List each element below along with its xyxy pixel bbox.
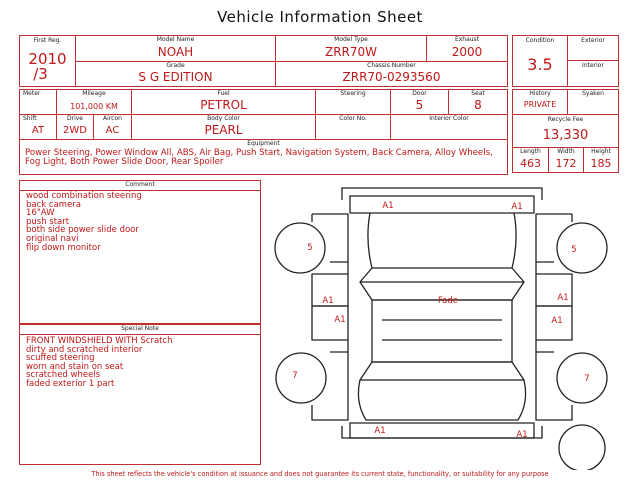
mileage-value: 101,000 KM xyxy=(70,102,118,111)
model-type-label: Model Type xyxy=(334,36,368,43)
width-label: Width xyxy=(557,148,575,155)
hood-outline xyxy=(368,213,516,268)
history-label: History xyxy=(529,90,551,97)
steering-label: Steering xyxy=(340,90,366,97)
grade-cell xyxy=(75,61,276,87)
rear-hatch-outline xyxy=(358,380,525,420)
rear-window-outline xyxy=(360,362,524,380)
fuel-value: PETROL xyxy=(200,98,247,112)
mark-wheel-front-left: 5 xyxy=(307,243,313,253)
chassis-label: Chassis Number xyxy=(367,62,416,69)
equipment-label: Equipment xyxy=(247,140,280,147)
comment-line: back camera xyxy=(26,199,81,210)
model-name-value: NOAH xyxy=(157,45,194,59)
condition-label: Condition xyxy=(525,37,555,44)
mark-wheel-rear-left: 7 xyxy=(292,371,298,381)
comment-line: 16"AW xyxy=(26,208,55,219)
wheel-front-left-outline xyxy=(275,223,325,273)
comment-text xyxy=(26,192,142,252)
first-reg-month: /3 xyxy=(33,65,48,83)
mark-wheel-rear-right: 7 xyxy=(584,374,590,384)
right-side-outline xyxy=(536,214,572,262)
shift-label: Shift xyxy=(23,115,37,122)
recycle-fee-label: Recycle Fee xyxy=(547,116,584,123)
first-reg-label: First Reg. xyxy=(33,37,62,44)
length-cell xyxy=(512,147,549,173)
special-note-line: faded exterior 1 part xyxy=(26,378,115,389)
mark-right-fender: A1 xyxy=(557,293,569,303)
disclaimer-footer: This sheet reflects the vehicle's condition at issuance and does not guarantee its current state, functionality, or suitability for any purpose xyxy=(91,470,549,478)
comment-line: push start xyxy=(26,216,70,227)
grade-label: Grade xyxy=(166,62,185,69)
mark-left-door: A1 xyxy=(334,315,346,325)
special-note-box xyxy=(19,324,261,465)
model-type-cell xyxy=(275,35,427,62)
exhaust-cell xyxy=(426,35,508,62)
rear-bumper-outline xyxy=(342,426,542,438)
shift-value: AT xyxy=(31,125,45,136)
body-color-value: PEARL xyxy=(204,123,243,137)
fuel-label: Fuel xyxy=(217,90,230,97)
comment-line: both side power slide door xyxy=(26,225,139,236)
aircon-value: AC xyxy=(105,125,120,136)
color-no-cell xyxy=(315,114,391,140)
drive-label: Drive xyxy=(67,115,83,122)
door-value: 5 xyxy=(415,98,424,112)
exhaust-label: Exhaust xyxy=(454,36,480,43)
model-name-label: Model Name xyxy=(156,36,195,43)
first-reg-cell xyxy=(19,35,76,87)
meter-cell xyxy=(19,89,57,115)
special-note-line: FRONT WINDSHIELD WITH Scratch xyxy=(26,336,173,346)
model-name-cell xyxy=(75,35,276,62)
special-note-text xyxy=(26,337,173,389)
recycle-fee-cell xyxy=(512,114,619,148)
height-cell xyxy=(583,147,619,173)
door-cell xyxy=(390,89,449,115)
wheel-rear-left-outline xyxy=(276,353,326,403)
syaken-label: Syaken xyxy=(582,90,604,97)
special-note-line: dirty and scratched interior xyxy=(26,344,143,355)
wheel-rear-right-outline xyxy=(557,353,607,403)
history-cell xyxy=(512,89,568,115)
mark-right-door: A1 xyxy=(551,316,563,326)
length-value: 463 xyxy=(520,157,541,170)
equipment-text: Power Steering, Power Window All, ABS, Air Bag, Push Start, Navigation System, Back Camera, Alloy Wheels, Fog Light, Both Power Slide Door, Rear Spoiler xyxy=(25,148,493,167)
roof-outline xyxy=(372,300,512,362)
mark-rear-left: A1 xyxy=(374,426,386,436)
exterior-label: Exterior xyxy=(581,37,605,44)
meter-label: Meter xyxy=(23,90,41,97)
body-color-label: Body Color xyxy=(207,115,240,122)
left-side-outline xyxy=(312,214,348,262)
steering-cell xyxy=(315,89,391,115)
height-label: Height xyxy=(591,148,611,155)
sheet-title: Vehicle Information Sheet xyxy=(217,8,423,26)
front-bumper-outline xyxy=(342,188,542,200)
chassis-cell xyxy=(275,61,508,87)
fuel-cell xyxy=(131,89,316,115)
height-value: 185 xyxy=(590,157,612,170)
door-label: Door xyxy=(412,90,427,97)
comment-label: Comment xyxy=(20,181,260,191)
wheel-front-right-outline xyxy=(557,223,607,273)
body-color-cell xyxy=(131,114,316,140)
drive-cell xyxy=(56,114,94,140)
color-no-label: Color No. xyxy=(339,115,367,122)
seat-label: Seat xyxy=(471,90,485,97)
mark-left-fender: A1 xyxy=(322,296,334,306)
length-label: Length xyxy=(520,148,541,155)
comment-line: flip down monitor xyxy=(26,242,101,253)
interior-label: Interior xyxy=(582,62,604,69)
condition-cell xyxy=(512,35,568,87)
equipment-cell xyxy=(19,139,508,175)
first-reg-year: 2010 xyxy=(28,50,67,68)
comment-box xyxy=(19,180,261,324)
spare-wheel-outline xyxy=(559,425,605,470)
front-bumper-inner xyxy=(350,196,534,213)
special-note-line: scratched wheels xyxy=(26,370,101,381)
special-note-line: scuffed steering xyxy=(26,353,95,364)
aircon-label: Aircon xyxy=(103,115,122,122)
comment-line: original navi xyxy=(26,233,79,244)
history-value: PRIVATE xyxy=(523,100,557,109)
special-note-label: Special Note xyxy=(20,325,260,335)
width-cell xyxy=(548,147,584,173)
interior-color-cell xyxy=(390,114,508,140)
mark-wheel-front-right: 5 xyxy=(571,245,577,255)
model-type-value: ZRR70W xyxy=(324,45,378,59)
special-note-line: worn and stain on seat xyxy=(26,361,124,372)
chassis-value: ZRR70-0293560 xyxy=(342,70,441,84)
syaken-cell xyxy=(567,89,619,115)
car-damage-diagram xyxy=(262,176,622,470)
seat-cell xyxy=(448,89,508,115)
mark-front-left: A1 xyxy=(382,201,394,211)
interior-color-label: Interior Color xyxy=(429,115,469,122)
drive-value: 2WD xyxy=(63,125,87,136)
aircon-cell xyxy=(93,114,132,140)
left-rear-quarter-outline xyxy=(312,352,348,420)
mileage-label: Mileage xyxy=(82,90,106,97)
exterior-cell xyxy=(567,35,619,61)
mileage-cell xyxy=(56,89,132,115)
width-value: 172 xyxy=(555,157,577,170)
condition-value: 3.5 xyxy=(527,55,553,74)
comment-line: wood combination steering xyxy=(26,191,142,201)
shift-cell xyxy=(19,114,57,140)
seat-value: 8 xyxy=(474,98,482,112)
mark-front-right: A1 xyxy=(511,202,523,212)
mark-rear-right: A1 xyxy=(516,430,528,440)
exhaust-value: 2000 xyxy=(451,45,483,59)
right-rear-quarter-outline xyxy=(536,352,572,420)
grade-value: S G EDITION xyxy=(138,70,213,84)
interior-cell xyxy=(567,60,619,87)
mark-roof: Fade xyxy=(438,296,458,306)
recycle-fee-value: 13,330 xyxy=(542,128,589,143)
